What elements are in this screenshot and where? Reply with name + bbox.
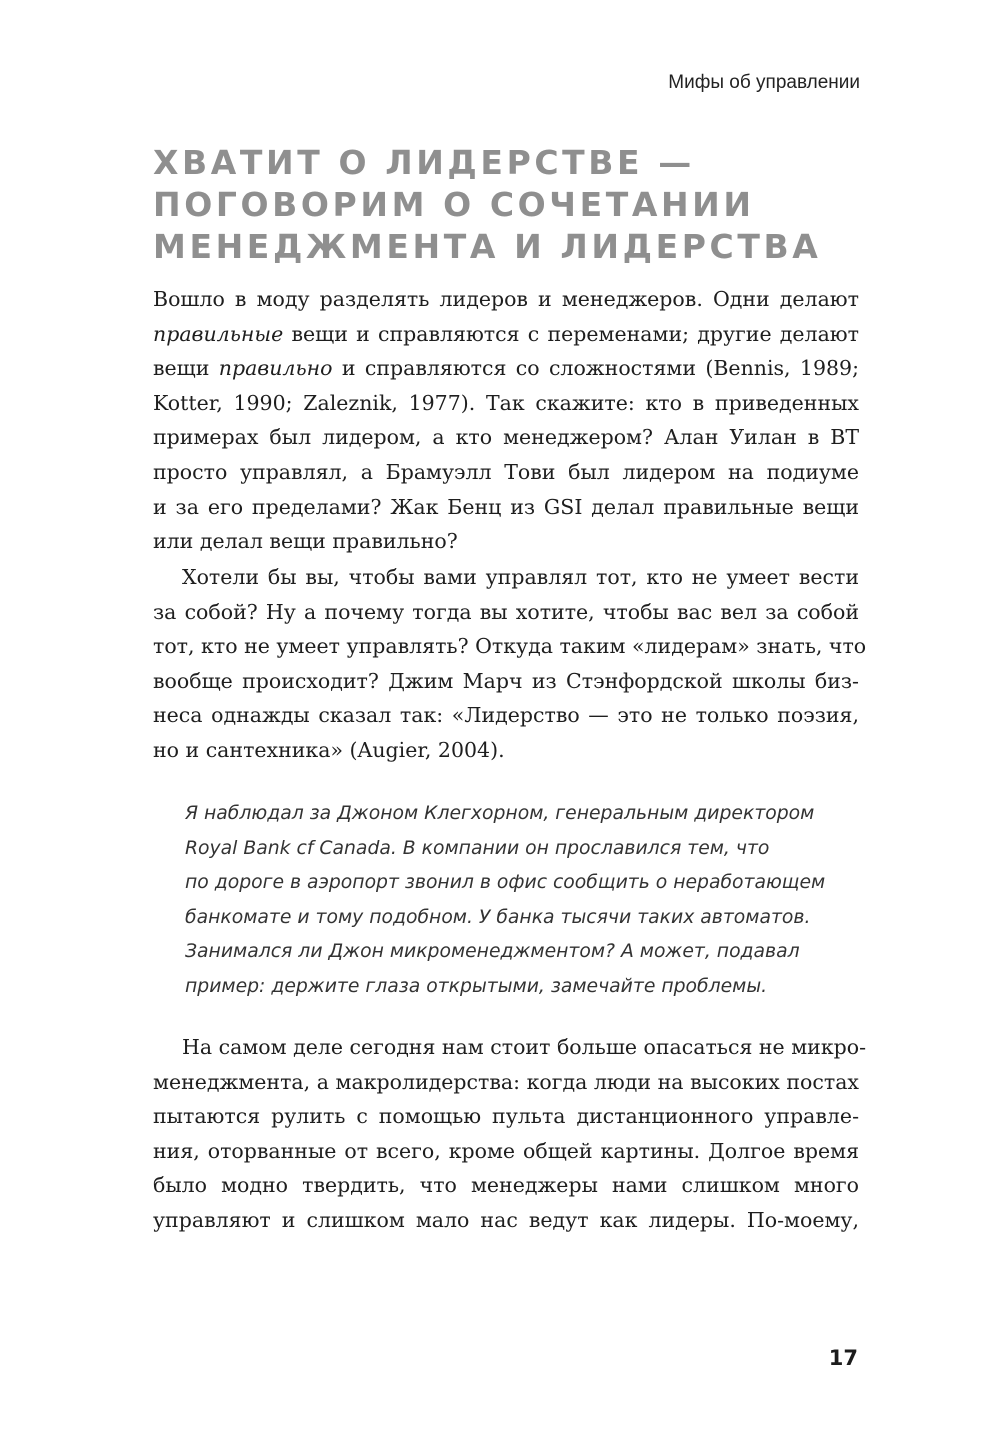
text-fragment: вещи и справляются с переменами; другие делают: [283, 321, 859, 346]
quote-line: Я наблюдал за Джоном Клегхорном, генеральным директором: [185, 803, 815, 824]
text-line: На самом деле сегодня нам стоит больше опасаться не микро-: [182, 1035, 867, 1059]
chapter-title-line: ХВАТИТ О ЛИДЕРСТВЕ —: [153, 143, 695, 182]
text-line: и за его пределами? Жак Бенц из GSI делал правильные вещи: [153, 494, 859, 519]
quote-line: банкомате и тому подобном. У банка тысячи таких автоматов.: [185, 906, 811, 928]
text-line: за собой? Ну а почему тогда вы хотите, чтобы вас вел за собой: [153, 599, 859, 624]
quote-line: пример: держите глаза открытыми, замечайте проблемы.: [185, 975, 768, 997]
page-number: 17: [828, 1346, 858, 1370]
italic-emphasis: правильно: [218, 356, 333, 381]
text-line: просто управлял, а Брамуэлл Тови был лидером на подиуме: [153, 459, 859, 484]
text-line: тот, кто не умеет управлять? Откуда таким «лидерам» знать, что: [153, 634, 867, 659]
chapter-title-line: ПОГОВОРИМ О СОЧЕТАНИИ: [153, 185, 755, 224]
quote-line: по дороге в аэропорт звонил в офис сообщить о неработающем: [185, 872, 826, 894]
text-fragment: вещи: [153, 356, 219, 381]
quote-line: Royal Bank cf Canada. В компании он прославился тем, что: [185, 837, 770, 859]
text-line: вообще происходит? Джим Марч из Стэнфордской школы биз-: [153, 668, 859, 693]
chapter-title: [153, 142, 873, 268]
text-line: пытаются рулить с помощью пульта дистанционного управле-: [153, 1104, 859, 1129]
text-line: управляют и слишком мало нас ведут как лидеры. По-моему,: [153, 1207, 859, 1232]
text-line: [153, 317, 859, 352]
text-line: [153, 351, 859, 386]
block-quote: [185, 797, 845, 1005]
text-line: Kotter, 1990; Zaleznik, 1977). Так скажите: кто в приведенных: [153, 390, 859, 415]
italic-emphasis: правильные: [153, 321, 284, 346]
paragraph-2: [153, 560, 867, 768]
text-line: менеджмента, а макролидерства: когда люди на высоких постах: [153, 1069, 859, 1094]
text-line: неса однажды сказал так: «Лидерство — это не только поэзия,: [153, 703, 859, 728]
chapter-title-line: МЕНЕДЖМЕНТА И ЛИДЕРСТВА: [153, 227, 822, 266]
running-header: Мифы об управлении: [668, 72, 860, 93]
text-line: Хотели бы вы, чтобы вами управлял тот, кто не умеет вести: [182, 565, 859, 589]
text-line: примерах был лидером, а кто менеджером? Алан Уилан в BT: [153, 425, 859, 450]
text-fragment: и справляются со сложностями (Bennis, 1989;: [332, 356, 859, 381]
text-line: но и сантехника» (Augier, 2004).: [153, 737, 505, 762]
paragraph-3: [153, 1030, 867, 1238]
text-line: или делал вещи правильно?: [153, 529, 458, 554]
text-line: было модно твердить, что менеджеры нами слишком много: [153, 1173, 859, 1198]
quote-line: Занимался ли Джон микроменеджментом? А может, подавал: [185, 941, 800, 963]
text-line: ния, оторванные от всего, кроме общей картины. Долгое время: [153, 1138, 859, 1163]
paragraph-1: [153, 282, 859, 559]
text-line: Вошло в моду разделять лидеров и менеджеров. Одни делают: [153, 287, 859, 311]
